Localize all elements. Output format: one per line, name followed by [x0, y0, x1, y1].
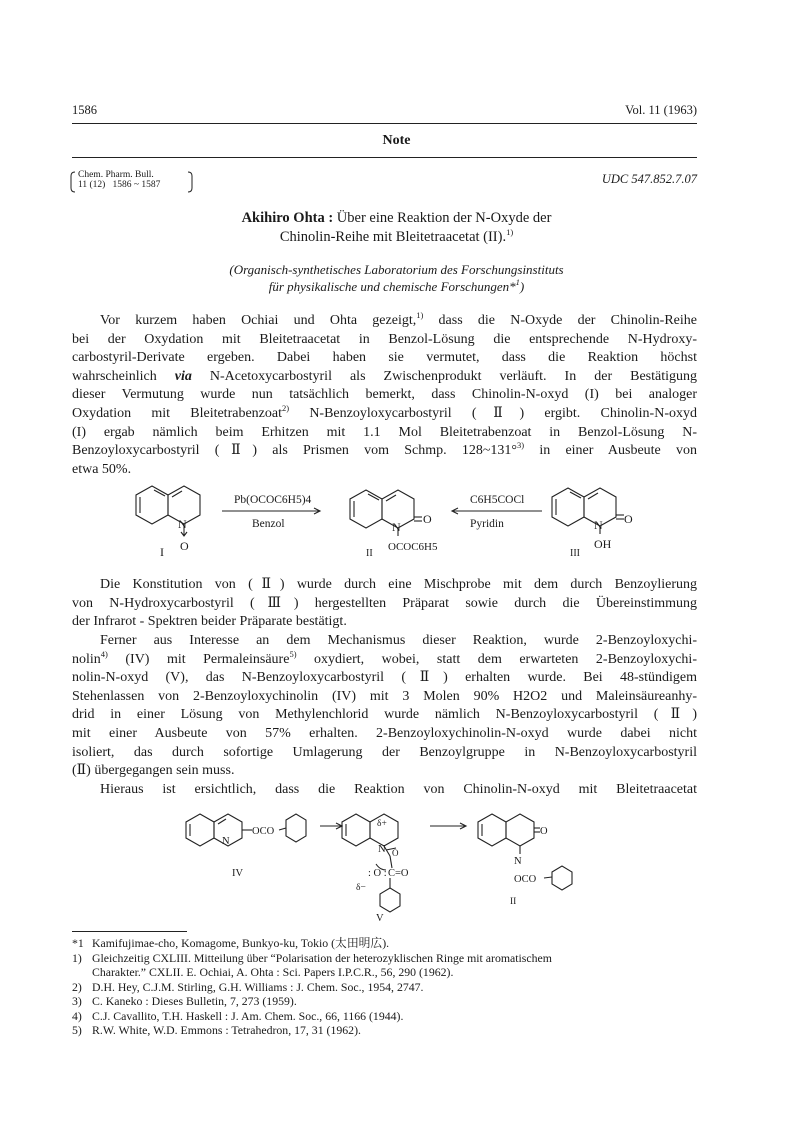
paragraph-1 — [72, 312, 697, 479]
footnote — [72, 1009, 712, 1024]
footnote-mark: 3) — [72, 994, 82, 1008]
o-atom-II-product: O — [540, 826, 548, 837]
title-footnote-ref: 1) — [506, 227, 514, 237]
p1-via: via — [174, 368, 192, 384]
p1-line4b: N-Acetoxycarbostyril als Zwischenprodukt verläuft. In der Bestätigung — [191, 368, 697, 384]
p1-ref1: 1) — [416, 310, 424, 320]
footnote — [72, 936, 712, 951]
p3-line5: drid in einer Lösung von Methylenchlorid wurde nämlich N-Benzoyloxycarbostyril (Ⅱ) — [72, 707, 697, 723]
affiliation-line1: (Organisch-synthetisches Laboratorium des Forschungsinstituts — [229, 262, 564, 277]
p1-line6a: Oxydation mit Bleitetrabenzoat — [72, 405, 282, 421]
volume-info: Vol. 11 (1963) — [625, 103, 697, 117]
n-hydroxycarbostyril-structure — [552, 488, 624, 534]
affiliation-line2: für physikalische und chemische Forschungen* — [268, 279, 516, 294]
label-I: I — [160, 545, 164, 559]
footnote — [72, 965, 712, 980]
label-II: II — [366, 548, 373, 559]
footnote — [72, 994, 712, 1009]
transition-state-structure — [342, 814, 400, 912]
n-atom-V: N — [378, 844, 386, 855]
p3-line2c: oxydiert, wobei, statt dem erwarteten 2-Benzoyloxychi- — [296, 651, 697, 667]
2-benzoyloxyquinoline-structure — [186, 814, 306, 846]
p3-line6: mit einer Ausbeute von 57% erhalten. 2-Benzoyloxychinolin-N-oxyd wurde dabei nicht — [72, 725, 697, 741]
header-rule — [72, 123, 697, 124]
p1-line8b: in einer Ausbeute von — [524, 443, 697, 459]
p3-line2b: (IV) mit Permaleinsäure — [107, 651, 290, 667]
p3-line4: Stehenlassen von 2-Benzoyloxychinolin (IV) mit 3 Molen 90% H2O2 und Maleinsäureanhy- — [72, 688, 697, 704]
footnote-mark: 5) — [72, 1023, 82, 1037]
delta-plus: δ+ — [377, 819, 387, 829]
o-bridge-V: : O : — [368, 868, 387, 879]
affiliation-close: ) — [519, 279, 525, 294]
p1-line5: dieser Vermutung wurde nun tatsächlich bemerkt, dass Chinolin-N-oxyd (I) bei analoger — [72, 387, 697, 403]
reagent-1-bottom: Benzol — [252, 518, 285, 530]
p2-line1: Die Konstitution von (Ⅱ) wurde durch eine Mischprobe mit dem durch Benzoylierung — [100, 577, 697, 592]
p3-line8: (Ⅱ) übergegangen sein muss. — [72, 763, 235, 779]
label-IV: IV — [232, 868, 244, 879]
label-II-product: II — [510, 897, 517, 907]
footnote-text: R.W. White, W.D. Emmons : Tetrahedron, 17, 31 (1962). — [92, 1023, 361, 1037]
p2-line2: von N-Hydroxycarbostyril (Ⅲ) hergestellten Präparat sowie durch die Übereinstimmung — [72, 595, 697, 611]
n-atom-IV: N — [222, 836, 230, 847]
label-V: V — [376, 913, 384, 924]
reagent-1-top: Pb(OCOC6H5)4 — [234, 494, 312, 506]
citation-line1: Chem. Pharm. Bull. — [78, 170, 154, 180]
section-title: Note — [382, 133, 411, 148]
p3-line1: Ferner aus Interesse an dem Mechanismus dieser Reaktion, wurde 2-Benzoyloxychi- — [100, 633, 697, 648]
n-atom-II: N — [392, 520, 401, 534]
n-atom-II-product: N — [514, 856, 522, 867]
p1-line7: (I) ergab nämlich beim Erhitzen mit 1.1 Mol Bleitetrabenzoat in Benzol-Lösung N- — [72, 424, 697, 440]
p1-ref3: 3) — [517, 440, 525, 451]
author-name: Akihiro Ohta : — [241, 210, 334, 226]
affiliation-footnote-ref: 1 — [515, 277, 520, 287]
p3-line7: isoliert, das durch sofortige Umlagerung der Benzoylgruppe in N-Benzoyloxycarbostyril — [72, 744, 697, 760]
footnote-mark: 4) — [72, 1008, 82, 1023]
reaction-scheme-1 — [130, 478, 650, 568]
o-atom-II: O — [423, 512, 432, 526]
footnote-text: Kamifujimae-cho, Komagome, Bunkyo-ku, Tokio (太田明広). — [92, 936, 390, 950]
p2-line3: der Infrarot - Spektren beider Präparate bestätigt. — [72, 614, 347, 630]
p1-line1b: dass die N-Oxyde der Chinolin-Reihe — [423, 313, 698, 328]
substituent-II: OCOC6H5 — [388, 541, 438, 553]
journal-citation — [72, 170, 160, 190]
o-atom-I: O — [180, 539, 189, 553]
footnote-text: D.H. Hey, C.J.M. Stirling, G.H. Williams : J. Chem. Soc., 1954, 2747. — [92, 979, 424, 994]
p3-ref4: 4) — [100, 648, 108, 659]
citation-line2: 11 (12) 1586 ~ 1587 — [78, 180, 161, 190]
oco-II-product: OCO — [514, 874, 537, 885]
article-title — [0, 209, 793, 247]
p1-line9: etwa 50%. — [72, 461, 132, 477]
c-atom-V: C=O — [388, 868, 409, 879]
footnote-text: C.J. Cavallito, T.H. Haskell : J. Am. Chem. Soc., 66, 1166 (1944). — [92, 1008, 404, 1023]
delta-minus: δ− — [356, 883, 366, 893]
o-atom-V: O — [392, 848, 399, 858]
footnote-text: C. Kaneko : Dieses Bulletin, 7, 273 (1959). — [92, 994, 297, 1008]
footnotes — [72, 936, 712, 1038]
p1-line4a: wahrscheinlich — [72, 368, 175, 384]
p3-line3: nolin-N-oxyd (V), das N-Benzoyloxycarbostyril (Ⅱ) erhalten wurde. Bei 48-stündigem — [72, 670, 697, 686]
p1-line8a: Benzoyloxycarbostyril (Ⅱ) als Prismen vom Schmp. 128~131° — [72, 443, 518, 459]
substituent-III: OH — [594, 537, 612, 551]
n-benzoyloxycarbostyril-structure — [350, 490, 422, 536]
affiliation — [0, 261, 793, 295]
citation-bracket — [70, 170, 200, 194]
footnote — [72, 1023, 712, 1038]
quinoline-n-oxide-structure — [136, 486, 200, 536]
udc-code: UDC 547.852.7.07 — [601, 172, 697, 186]
paragraph-2 — [72, 576, 697, 632]
reagent-2-top: C6H5COCl — [470, 494, 525, 506]
page-number: 1586 — [72, 103, 97, 117]
title-line2: Chinolin-Reihe mit Bleitetraacetat (II). — [279, 229, 507, 245]
n-atom-I: N — [178, 517, 187, 531]
p3-line2a: nolin — [72, 651, 101, 667]
footnote-rule — [72, 931, 187, 932]
footnote-mark: 2) — [72, 979, 82, 994]
p1-line2: bei der Oxydation mit Bleitetraacetat in Benzol-Lösung die entsprechende N-Hydroxy- — [72, 331, 697, 347]
footnote — [72, 980, 712, 995]
p1-line6b: N-Benzoyloxycarbostyril (Ⅱ) ergibt. Chinolin-N-oxyd — [289, 405, 697, 421]
p1-ref2: 2) — [281, 402, 290, 413]
paragraph-3 — [72, 632, 697, 781]
footnote-text: Charakter.” CXLII. E. Ochiai, A. Ohta : Sci. Papers I.P.C.R., 56, 290 (1962). — [92, 965, 454, 979]
footnote-mark: 1) — [72, 950, 82, 965]
p1-line1a: Vor kurzem haben Ochiai und Ohta gezeigt, — [100, 313, 417, 328]
n-atom-III: N — [594, 518, 603, 532]
p1-line3: carbostyril-Derivate ergeben. Dabei haben sie vermutet, dass die Reaktion höchst — [72, 350, 697, 366]
o-atom-III: O — [624, 512, 633, 526]
footnote-text: Gleichzeitig CXLIII. Mitteilung über “Polarisation der heterozyklischen Ringe mit aromatischem — [92, 950, 552, 965]
p4-line1: Hieraus ist ersichtlich, dass die Reaktion von Chinolin-N-oxyd mit Bleitetraacetat — [100, 782, 697, 797]
section-rule — [72, 157, 697, 158]
oco-IV: OCO — [252, 826, 275, 837]
title-line1: Über eine Reaktion der N-Oxyde der — [333, 210, 552, 226]
p3-ref5: 5) — [289, 648, 297, 659]
reaction-scheme-2 — [180, 804, 600, 924]
footnote-mark: *1 — [72, 936, 84, 950]
paragraph-4 — [72, 781, 697, 800]
reagent-2-bottom: Pyridin — [470, 518, 504, 530]
label-III: III — [570, 548, 580, 559]
footnote — [72, 951, 712, 966]
